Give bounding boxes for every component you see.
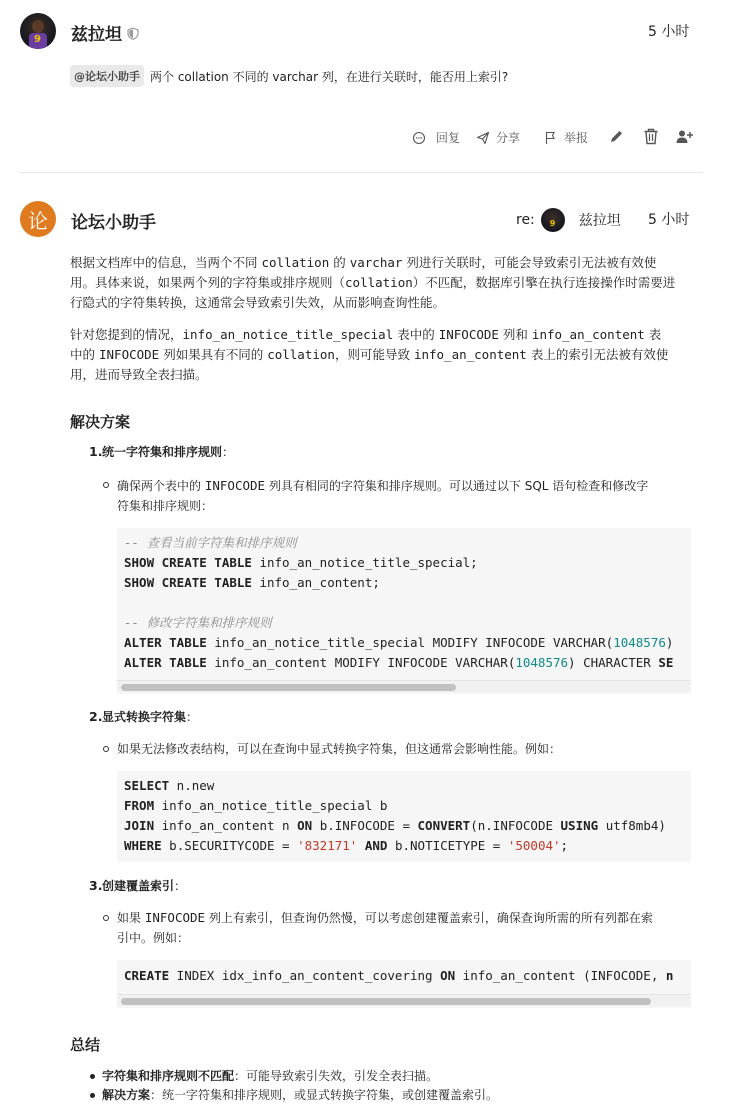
add-user-icon: [676, 129, 693, 144]
bullet: [90, 1093, 95, 1098]
code-line: ALTER TABLE info_an_content MODIFY INFOCODE VARCHAR(1048576) CHARACTER SE: [124, 655, 674, 670]
delete-button[interactable]: [643, 128, 659, 149]
paragraph-line: 用。具体来说，如果两个列的字符集或排序规则（collation）不匹配，数据库引擎在执行连接操作时需要进: [70, 275, 676, 290]
author-name[interactable]: 论坛小助手: [71, 213, 156, 233]
list-item-number: 3.: [89, 878, 103, 893]
pencil-icon: [609, 129, 624, 144]
paragraph-1: [70, 253, 690, 313]
paragraph-line: 根据文档库中的信息，当两个不同 collation 的 varchar 列进行关联时，可能会导致索引无法被有效使: [70, 255, 657, 270]
code-line: WHERE b.SECURITYCODE = '832171' AND b.NOTICETYPE = '50004';: [124, 838, 569, 853]
bullet: [90, 1074, 95, 1079]
shield-icon: [127, 25, 139, 44]
code-line: SELECT n.new: [124, 778, 215, 793]
code-blank-line: [124, 593, 684, 613]
code-line: JOIN info_an_content n ON b.INFOCODE = CONVERT(n.INFOCODE USING utf8mb4): [124, 818, 666, 833]
post-divider: [20, 172, 703, 173]
heading-solution: 解决方案: [70, 413, 131, 431]
code-line: SHOW CREATE TABLE info_an_content;: [124, 575, 380, 590]
trash-icon: [643, 128, 659, 145]
bullet: [103, 482, 109, 488]
scrollbar-thumb[interactable]: [121, 998, 651, 1005]
author-name[interactable]: 兹拉坦: [71, 25, 122, 45]
post-body: [70, 65, 508, 87]
list-item-title: 创建覆盖索引：: [102, 879, 187, 893]
re-label: re:: [516, 212, 535, 228]
comment-icon: [412, 131, 426, 145]
avatar[interactable]: [20, 13, 56, 49]
list-item-text: 如果无法修改表结构，可以在查询中显式转换字符集，但这通常会影响性能。例如：: [117, 742, 562, 756]
bullet: [103, 915, 109, 921]
code-line: FROM info_an_notice_title_special b: [124, 798, 388, 813]
code-line: SHOW CREATE TABLE info_an_notice_title_special;: [124, 555, 478, 570]
scrollbar-thumb[interactable]: [121, 684, 456, 691]
share-label: 分享: [496, 131, 521, 145]
heading-summary: 总结: [70, 1036, 101, 1054]
code-block-1[interactable]: [117, 528, 691, 694]
list-item-text: 确保两个表中的 INFOCODE 列具有相同的字符集和排序规则。可以通过以下 SQL 语句检查和修改字 符集和排序规则：: [117, 478, 649, 513]
bullet: [103, 746, 109, 752]
summary-item: 字符集和排序规则不匹配：可能导致索引失效，引发全表扫描。: [102, 1069, 439, 1083]
question-text: 两个 collation 不同的 varchar 列，在进行关联时，能否用上索引?: [150, 69, 509, 84]
code-block-3[interactable]: [117, 960, 691, 1008]
mention-link[interactable]: @论坛小助手: [70, 65, 144, 87]
flag-icon: [544, 131, 558, 145]
code-comment: -- 查看当前字符集和排序规则: [124, 535, 297, 550]
list-item-text: 如果 INFOCODE 列上有索引，但查询仍然慢，可以考虑创建覆盖索引，确保查询所需的所有列都在索 引中。例如：: [117, 910, 653, 945]
share-button[interactable]: [476, 129, 520, 146]
paragraph-2: [70, 325, 690, 385]
post-time[interactable]: 5 小时: [648, 24, 690, 40]
list-item-title: 统一字符集和排序规则：: [102, 445, 235, 459]
bot-avatar-char: 论: [28, 208, 48, 233]
list-item-number: 2.: [89, 709, 103, 724]
code-block-2[interactable]: [117, 771, 691, 862]
edit-button[interactable]: [609, 129, 624, 148]
code-line: CREATE INDEX idx_info_an_content_covering ON info_an_content (INFOCODE, n: [124, 968, 674, 983]
avatar-head: [32, 20, 44, 33]
add-user-button[interactable]: [676, 129, 693, 148]
summary-item: 解决方案：统一字符集和排序规则，或显式转换字符集，或创建覆盖索引。: [102, 1088, 499, 1102]
paragraph-line: 用，进而导致全表扫描。: [70, 367, 208, 382]
avatar-number: 9: [34, 34, 41, 45]
code-comment: -- 修改字符集和排序规则: [124, 615, 272, 630]
share-icon: [476, 131, 490, 145]
reply-to-avatar: [541, 208, 565, 232]
list-item-number: 1.: [89, 444, 103, 459]
report-label: 举报: [564, 131, 589, 145]
reply-button[interactable]: [412, 129, 460, 146]
reply-to-user: 兹拉坦: [578, 213, 621, 229]
code-line: ALTER TABLE info_an_notice_title_special MODIFY INFOCODE VARCHAR(1048576): [124, 635, 674, 650]
avatar-number: 9: [549, 219, 556, 228]
bot-avatar[interactable]: [20, 201, 56, 237]
horizontal-scrollbar[interactable]: [117, 994, 691, 1006]
paragraph-line: 针对您提到的情况，info_an_notice_title_special 表中的 INFOCODE 列和 info_an_content 表: [70, 327, 662, 342]
list-item-title: 显式转换字符集：: [102, 710, 199, 724]
paragraph-line: 中的 INFOCODE 列如果具有不同的 collation，则可能导致 info_an_content 表上的索引无法被有效使: [70, 347, 669, 362]
horizontal-scrollbar[interactable]: [117, 680, 691, 692]
paragraph-line: 行隐式的字符集转换，这通常会导致索引失效，从而影响查询性能。: [70, 295, 446, 310]
report-button[interactable]: [544, 129, 588, 146]
reply-to[interactable]: [516, 208, 621, 232]
reply-label: 回复: [436, 131, 461, 145]
post-time[interactable]: 5 小时: [648, 212, 690, 228]
